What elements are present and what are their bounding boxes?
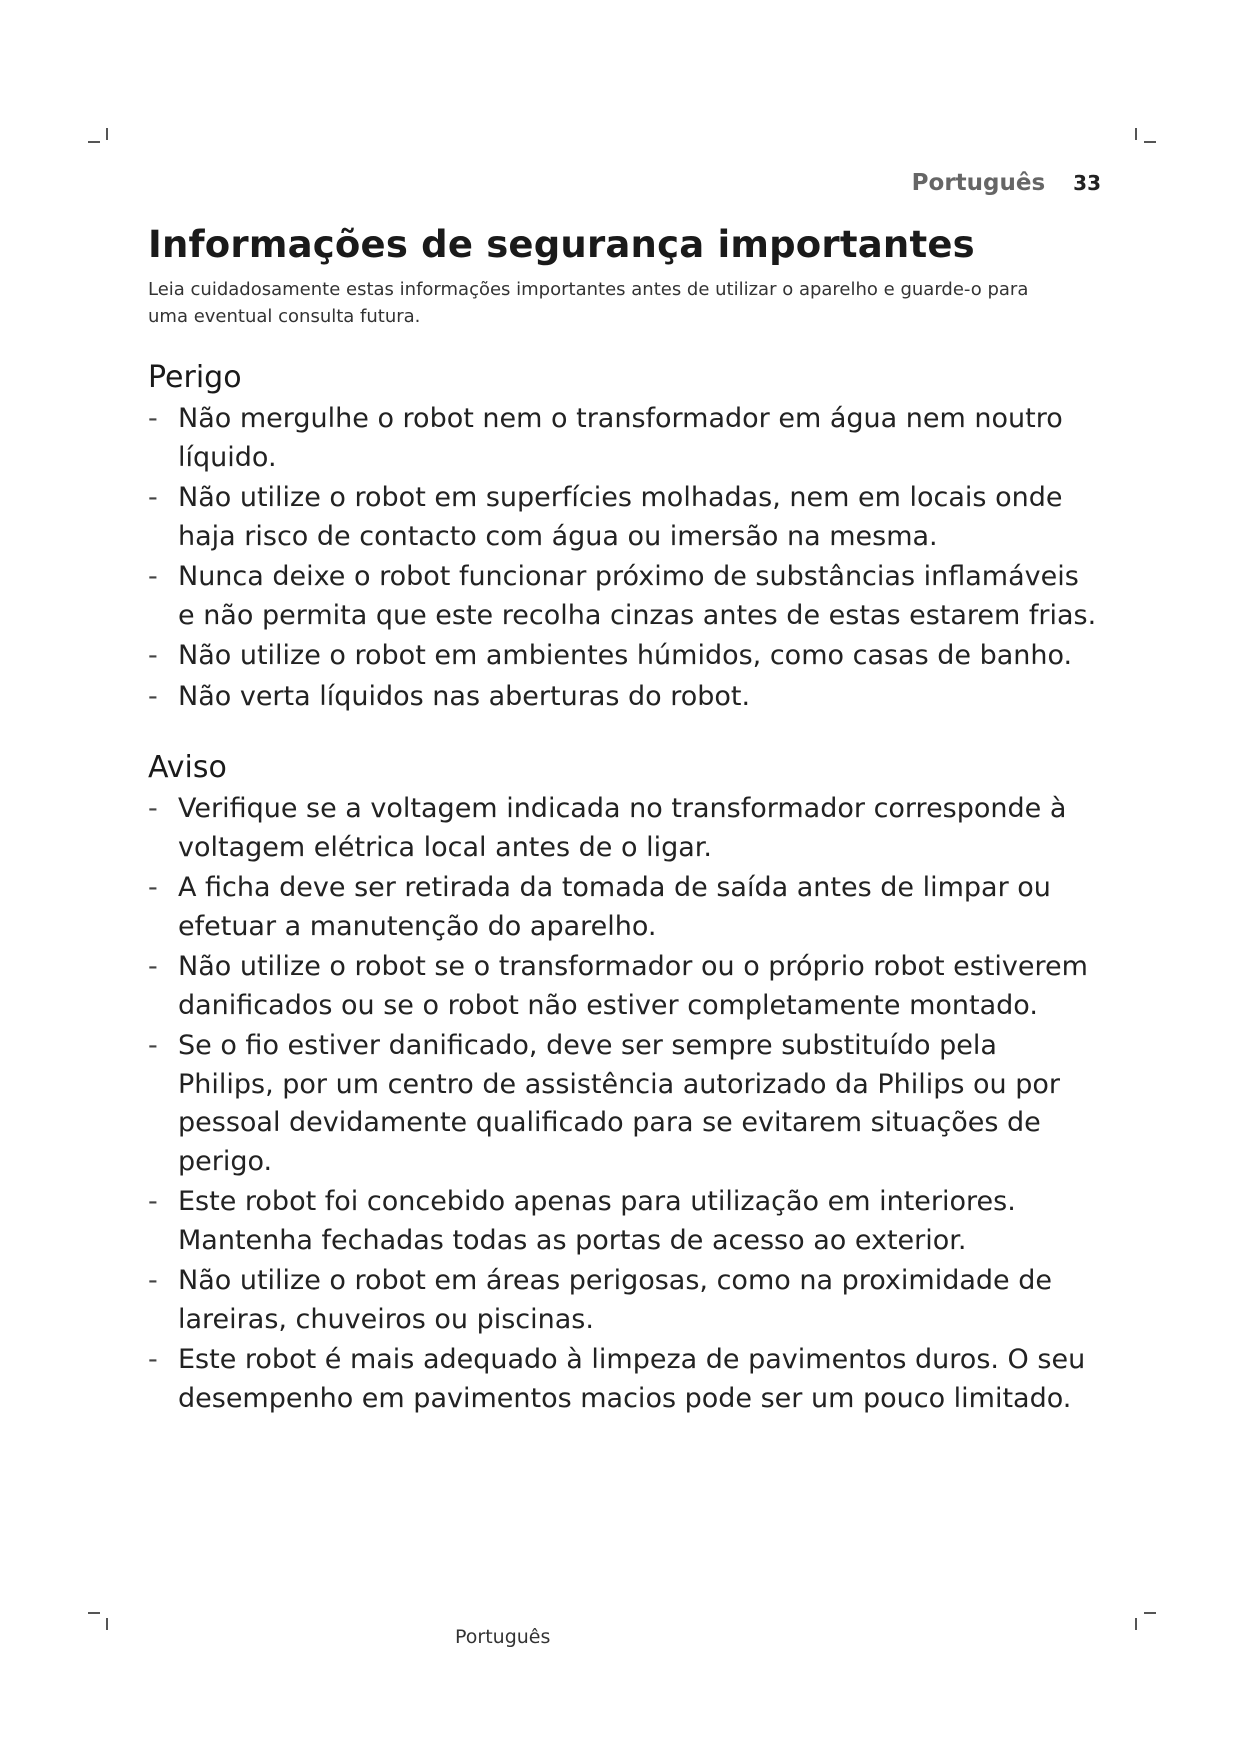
list-item: - Não verta líquidos nas aberturas do robot.: [148, 680, 751, 712]
header-language: Português: [911, 170, 1046, 196]
crop-mark-bottom-right: [1144, 1612, 1156, 1614]
list-item-text: Verifique se a voltagem indicada no transformador corresponde à voltagem elétrica local antes de o ligar.: [178, 793, 1067, 863]
list-item-text: Não utilize o robot em áreas perigosas, como na proximidade de lareiras, chuveiros ou piscinas.: [178, 1265, 1052, 1335]
list-item-text: Não utilize o robot em ambientes húmidos, como casas de banho.: [178, 640, 1073, 671]
list-item-text: Nunca deixe o robot funcionar próximo de substâncias inflamáveis e não permita que este recolha cinzas antes de estas estarem frias.: [178, 561, 1097, 631]
list-item-text: Não verta líquidos nas aberturas do robot.: [178, 680, 751, 712]
page-header: [912, 170, 1101, 196]
aviso-list: [148, 790, 1098, 1418]
list-item: - Não utilize o robot em ambientes húmidos, como casas de banho.: [148, 640, 1073, 671]
list-item: - Não mergulhe o robot nem o transformador em água nem noutro líquido.: [148, 403, 1063, 473]
list-item: - Este robot é mais adequado à limpeza de pavimentos duros. O seu desempenho em pavimentos macios pode ser um pouco limitado.: [148, 1344, 1086, 1414]
page-footer: Português: [455, 1626, 551, 1648]
page-number: 33: [1073, 171, 1101, 195]
intro-text: Leia cuidadosamente estas informações importantes antes de utilizar o aparelho e guarde-o para uma eventual consulta futura.: [148, 279, 1029, 327]
list-item: - Não utilize o robot se o transformador ou o próprio robot estiverem danificados ou se o robot não estiver completamente montado.: [148, 951, 1088, 1021]
list-item: - Este robot foi concebido apenas para utilização em interiores. Mantenha fechadas todas as portas de acesso ao exterior.: [148, 1186, 1016, 1256]
page-content: [148, 222, 1098, 1420]
section-heading-aviso: Aviso: [148, 750, 227, 785]
perigo-list: [148, 400, 1098, 716]
list-item-text: Este robot é mais adequado à limpeza de pavimentos duros. O seu desempenho em pavimentos macios pode ser um pouco limitado.: [178, 1344, 1086, 1414]
list-item-text: Não utilize o robot se o transformador ou o próprio robot estiverem danificados ou se o robot não estiver completamente montado.: [178, 951, 1088, 1021]
crop-mark-bottom-left: [88, 1612, 100, 1614]
crop-mark-top-left-v: [106, 128, 108, 140]
crop-mark-bottom-right-v: [1135, 1618, 1137, 1630]
list-item: - Não utilize o robot em áreas perigosas, como na proximidade de lareiras, chuveiros ou piscinas.: [148, 1265, 1052, 1335]
crop-mark-top-right: [1144, 141, 1156, 143]
list-item: - Se o fio estiver danificado, deve ser sempre substituído pela Philips, por um centro de assistência autorizado da Philips ou por pessoal devidamente qualificado para se evitarem situações de perigo.: [148, 1030, 1060, 1177]
list-item-text: Não mergulhe o robot nem o transformador em água nem noutro líquido.: [178, 403, 1063, 473]
list-item-text: Se o fio estiver danificado, deve ser sempre substituído pela Philips, por um centro de assistência autorizado da Philips ou por pessoal devidamente qualificado para se evitarem situações de perigo.: [178, 1030, 1060, 1177]
crop-mark-bottom-left-v: [106, 1618, 108, 1630]
list-item: - Não utilize o robot em superfícies molhadas, nem em locais onde haja risco de contacto com água ou imersão na mesma.: [148, 482, 1063, 552]
crop-mark-top-left: [88, 141, 100, 143]
section-heading-perigo: Perigo: [148, 360, 242, 395]
list-item: - Verifique se a voltagem indicada no transformador corresponde à voltagem elétrica local antes de o ligar.: [148, 793, 1067, 863]
list-item-text: Não utilize o robot em superfícies molhadas, nem em locais onde haja risco de contacto com água ou imersão na mesma.: [178, 482, 1063, 552]
page-title: Informações de segurança importantes: [148, 223, 975, 266]
list-item-text: Este robot foi concebido apenas para utilização em interiores. Mantenha fechadas todas as portas de acesso ao exterior.: [178, 1186, 1016, 1256]
list-item: - A ficha deve ser retirada da tomada de saída antes de limpar ou efetuar a manutenção do aparelho.: [148, 872, 1051, 942]
list-item: - Nunca deixe o robot funcionar próximo de substâncias inflamáveis e não permita que este recolha cinzas antes de estas estarem frias.: [148, 561, 1097, 631]
list-item-text: A ficha deve ser retirada da tomada de saída antes de limpar ou efetuar a manutenção do aparelho.: [178, 872, 1051, 942]
crop-mark-top-right-v: [1135, 128, 1137, 140]
